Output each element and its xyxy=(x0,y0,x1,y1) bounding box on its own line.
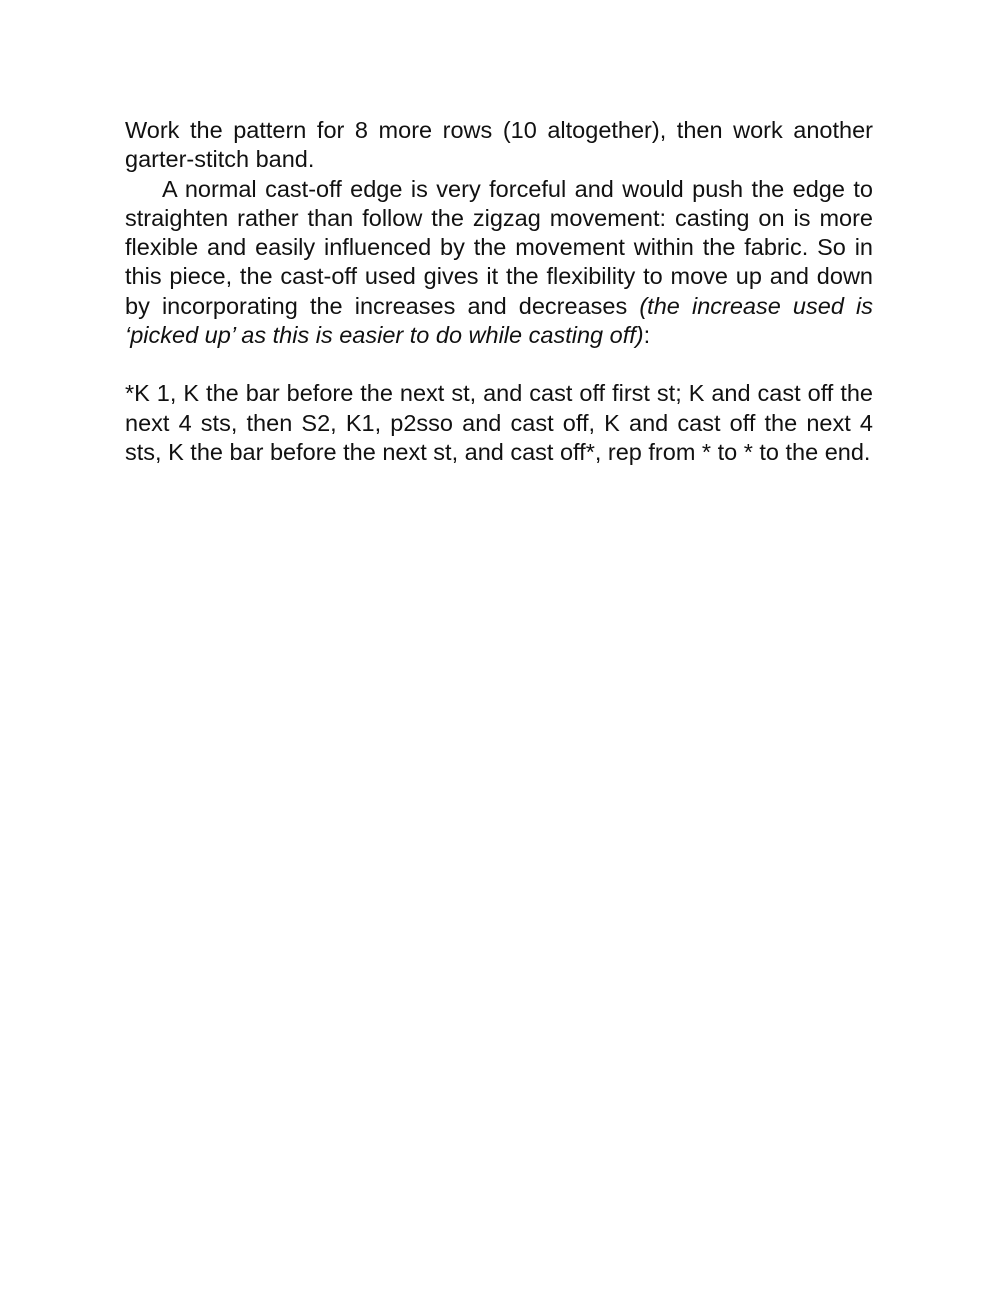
paragraph-cast-off-text: A normal cast-off edge is very forceful and would push the edge to straighten rather than follow the zigzag movement: casting on is more flexible and easily influenced by the movement within the fabric. So in this piece, the cast-off used gives it the flexibility to move up and down by incorporating the increases and decreases xyxy=(125,175,873,319)
paragraph-cast-off-instructions: *K 1, K the bar before the next st, and cast off first st; K and cast off the next 4 sts, then S2, K1, p2sso and cast off, K and cast off the next 4 sts, K the bar before the next st, and cast off*, rep from * to * to the end. xyxy=(125,380,873,465)
document-page xyxy=(125,116,873,467)
paragraph-cast-off-explanation xyxy=(125,175,873,351)
paragraph-italic-note: (the increase used is ‘picked up’ as this is easier to do while casting off) xyxy=(125,292,873,349)
paragraph-pattern-rows: Work the pattern for 8 more rows (10 altogether), then work another garter-stitch band. xyxy=(125,117,873,173)
paragraph-colon: : xyxy=(643,322,651,349)
